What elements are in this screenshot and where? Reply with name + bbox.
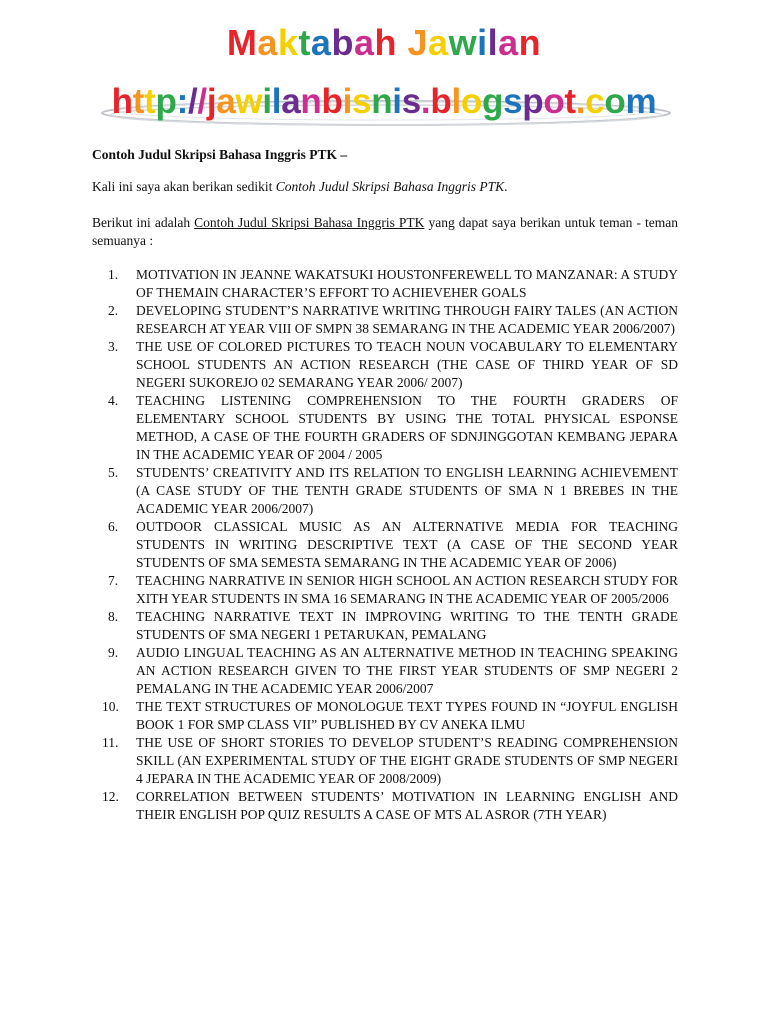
banner-letter: a [428,22,449,63]
list-item-number: 6. [108,519,119,534]
banner-letter: b [331,22,354,63]
banner-letter: a [353,22,375,63]
thesis-title-list [92,266,678,824]
banner-letter: i [392,82,402,121]
banner-letter: s [401,82,421,121]
list-item-text: TEACHING NARRATIVE TEXT IN IMPROVING WRITING TO THE TENTH GRADE STUDENTS OF SMA NEGERI 1 PETARUKAN, PEMALANG [136,609,678,642]
list-item-text: OUTDOOR CLASSICAL MUSIC AS AN ALTERNATIVE MEDIA FOR TEACHING STUDENTS IN WRITING DESCRIPTIVE TEXT (A CASE OF THE SECOND YEAR STUDENTS OF SMA SEMESTA SEMARANG IN THE ACADEMIC YEAR OF 2006) [136,519,678,570]
banner-letter: g [481,82,504,121]
intro-end: . [504,179,508,194]
list-item-text: THE USE OF SHORT STORIES TO DEVELOP STUDENT’S READING COMPREHENSION SKILL (AN EXPERIMENTAL STUDY OF THE EIGHT GRADE STUDENTS OF SMP NEGERI 4 JEPARA IN THE ACADEMIC YEAR OF 2008/2009) [136,735,678,786]
banner-letter: b [430,82,452,121]
intro-emphasis: Contoh Judul Skripsi Bahasa Inggris PTK [275,179,505,194]
list-item-text: STUDENTS’ CREATIVITY AND ITS RELATION TO ENGLISH LEARNING ACHIEVEMENT (A CASE STUDY OF THE TENTH GRADE STUDENTS OF SMA N 1 BREBES IN THE ACADEMIC YEAR 2006/2007) [136,465,678,516]
list-item [92,608,678,644]
list-item-number: 1. [108,267,119,282]
banner-letter [397,22,408,63]
list-item-number: 5. [108,465,119,480]
banner-letter: w [235,82,263,121]
list-item [92,698,678,734]
banner-letter: o [604,82,626,121]
lead-text: Berikut ini adalah [92,215,195,230]
banner-letter: j [206,82,217,121]
banner-letter: l [487,22,499,63]
banner-letter: l [451,82,461,121]
list-item-number: 12. [102,789,119,804]
banner-letter: n [300,82,322,121]
lead-paragraph [92,214,678,250]
list-item [92,518,678,572]
banner-letter: / [197,82,207,121]
list-item [92,788,678,824]
banner-letter: k [277,22,299,63]
banner-letter: o [460,82,482,121]
list-item-text: DEVELOPING STUDENT’S NARRATIVE WRITING THROUGH FAIRY TALES (AN ACTION RESEARCH AT YEAR VIII OF SMPN 38 SEMARANG IN THE ACADEMIC YEAR 2006/2007) [136,303,678,336]
list-item-text: MOTIVATION IN JEANNE WAKATSUKI HOUSTONFEREWELL TO MANZANAR: A STUDY OF THEMAIN CHARACTER’S EFFORT TO ACHIEVEHER GOALS [136,267,678,300]
banner-letter: o [543,82,565,121]
list-item [92,734,678,788]
list-item-number: 4. [108,393,119,408]
list-item-text: AUDIO LINGUAL TEACHING AS AN ALTERNATIVE METHOD IN TEACHING SPEAKING AN ACTION RESEARCH GIVEN TO THE FIRST YEAR STUDENTS OF SMP NEGERI 2 PEMALANG IN THE ACADEMIC YEAR 2006/2007 [136,645,678,696]
banner-letter: i [342,82,353,121]
list-item [92,464,678,518]
article-heading: Contoh Judul Skripsi Bahasa Inggris PTK – [92,147,348,162]
list-item [92,392,678,464]
banner-letter: J [407,22,429,63]
list-item-text: TEACHING NARRATIVE IN SENIOR HIGH SCHOOL AN ACTION RESEARCH STUDY FOR XITH YEAR STUDENTS IN SMA 16 SEMARANG IN THE ACADEMIC YEAR OF 2005/2006 [136,573,678,606]
banner-letter: . [420,82,431,121]
list-item-number: 2. [108,303,119,318]
banner-letter: . [575,82,586,121]
banner-letter: t [144,82,156,121]
banner-letter: s [503,82,523,121]
list-item-number: 3. [108,339,119,354]
banner-letter: i [477,22,488,63]
banner-letter: : [176,82,188,121]
banner-letter: t [564,82,576,121]
list-item-number: 9. [108,645,119,660]
banner-letter: m [625,82,657,121]
lead-end: yang dapat saya berikan untuk teman - teman semuanya : [92,215,678,248]
banner-letter: b [321,82,343,121]
banner-letter: a [310,22,332,63]
list-item-number: 11. [102,735,119,750]
banner-title [0,22,768,64]
banner-letter: w [448,22,478,63]
list-item-text: CORRELATION BETWEEN STUDENTS’ MOTIVATION IN LEARNING ENGLISH AND THEIR ENGLISH POP QUIZ RESULTS A CASE OF MTS AL ASROR (7TH YEAR) [136,789,678,822]
banner-letter: p [522,82,544,121]
banner-letter: t [298,22,311,63]
banner-url-link[interactable] [0,82,768,122]
banner-letter: / [187,82,198,121]
banner-letter: i [262,82,272,121]
banner-letter: l [271,82,282,121]
list-item [92,338,678,392]
list-item-number: 10. [102,699,119,714]
banner-letter: h [374,22,397,63]
list-item [92,302,678,338]
banner-letter: p [155,82,177,121]
lead-link[interactable]: Contoh Judul Skripsi Bahasa Inggris PTK [194,215,425,230]
list-item-text: THE USE OF COLORED PICTURES TO TEACH NOUN VOCABULARY TO ELEMENTARY SCHOOL STUDENTS AN ACTION RESEARCH (THE CASE OF THIRD YEAR OF SD NEGERI SUKOREJO 02 SEMARANG YEAR 2006/ 2007) [136,339,678,390]
banner-letter: t [132,82,145,121]
banner-letter: a [257,22,278,63]
list-item-number: 8. [108,609,119,624]
list-item [92,572,678,608]
banner-letter: n [518,22,542,63]
intro-paragraph [92,178,678,196]
banner-letter: c [585,82,605,121]
banner-letter: a [216,82,236,121]
banner-letter: M [226,22,258,63]
header-banner [0,0,768,140]
list-item [92,266,678,302]
banner-letter: h [111,82,133,121]
list-item-text: TEACHING LISTENING COMPREHENSION TO THE FOURTH GRADERS OF ELEMENTARY SCHOOL STUDENTS BY USING THE TOTAL PHYSICAL ESPONSE METHOD, A CASE OF THE FOURTH GRADERS OF SDNJINGGOTAN KEMBANG JEPARA IN THE ACADEMIC YEAR OF 2004 / 2005 [136,393,678,462]
banner-letter: n [371,82,393,121]
banner-letter: a [281,82,301,121]
intro-text: Kali ini saya akan berikan sedikit [92,179,276,194]
article-body [92,146,678,824]
banner-letter: s [352,82,372,121]
banner-letter: a [498,22,519,63]
list-item-text: THE TEXT STRUCTURES OF MONOLOGUE TEXT TYPES FOUND IN “JOYFUL ENGLISH BOOK 1 FOR SMP CLASS VII” PUBLISHED BY CV ANEKA ILMU [136,699,678,732]
list-item-number: 7. [108,573,119,588]
list-item [92,644,678,698]
